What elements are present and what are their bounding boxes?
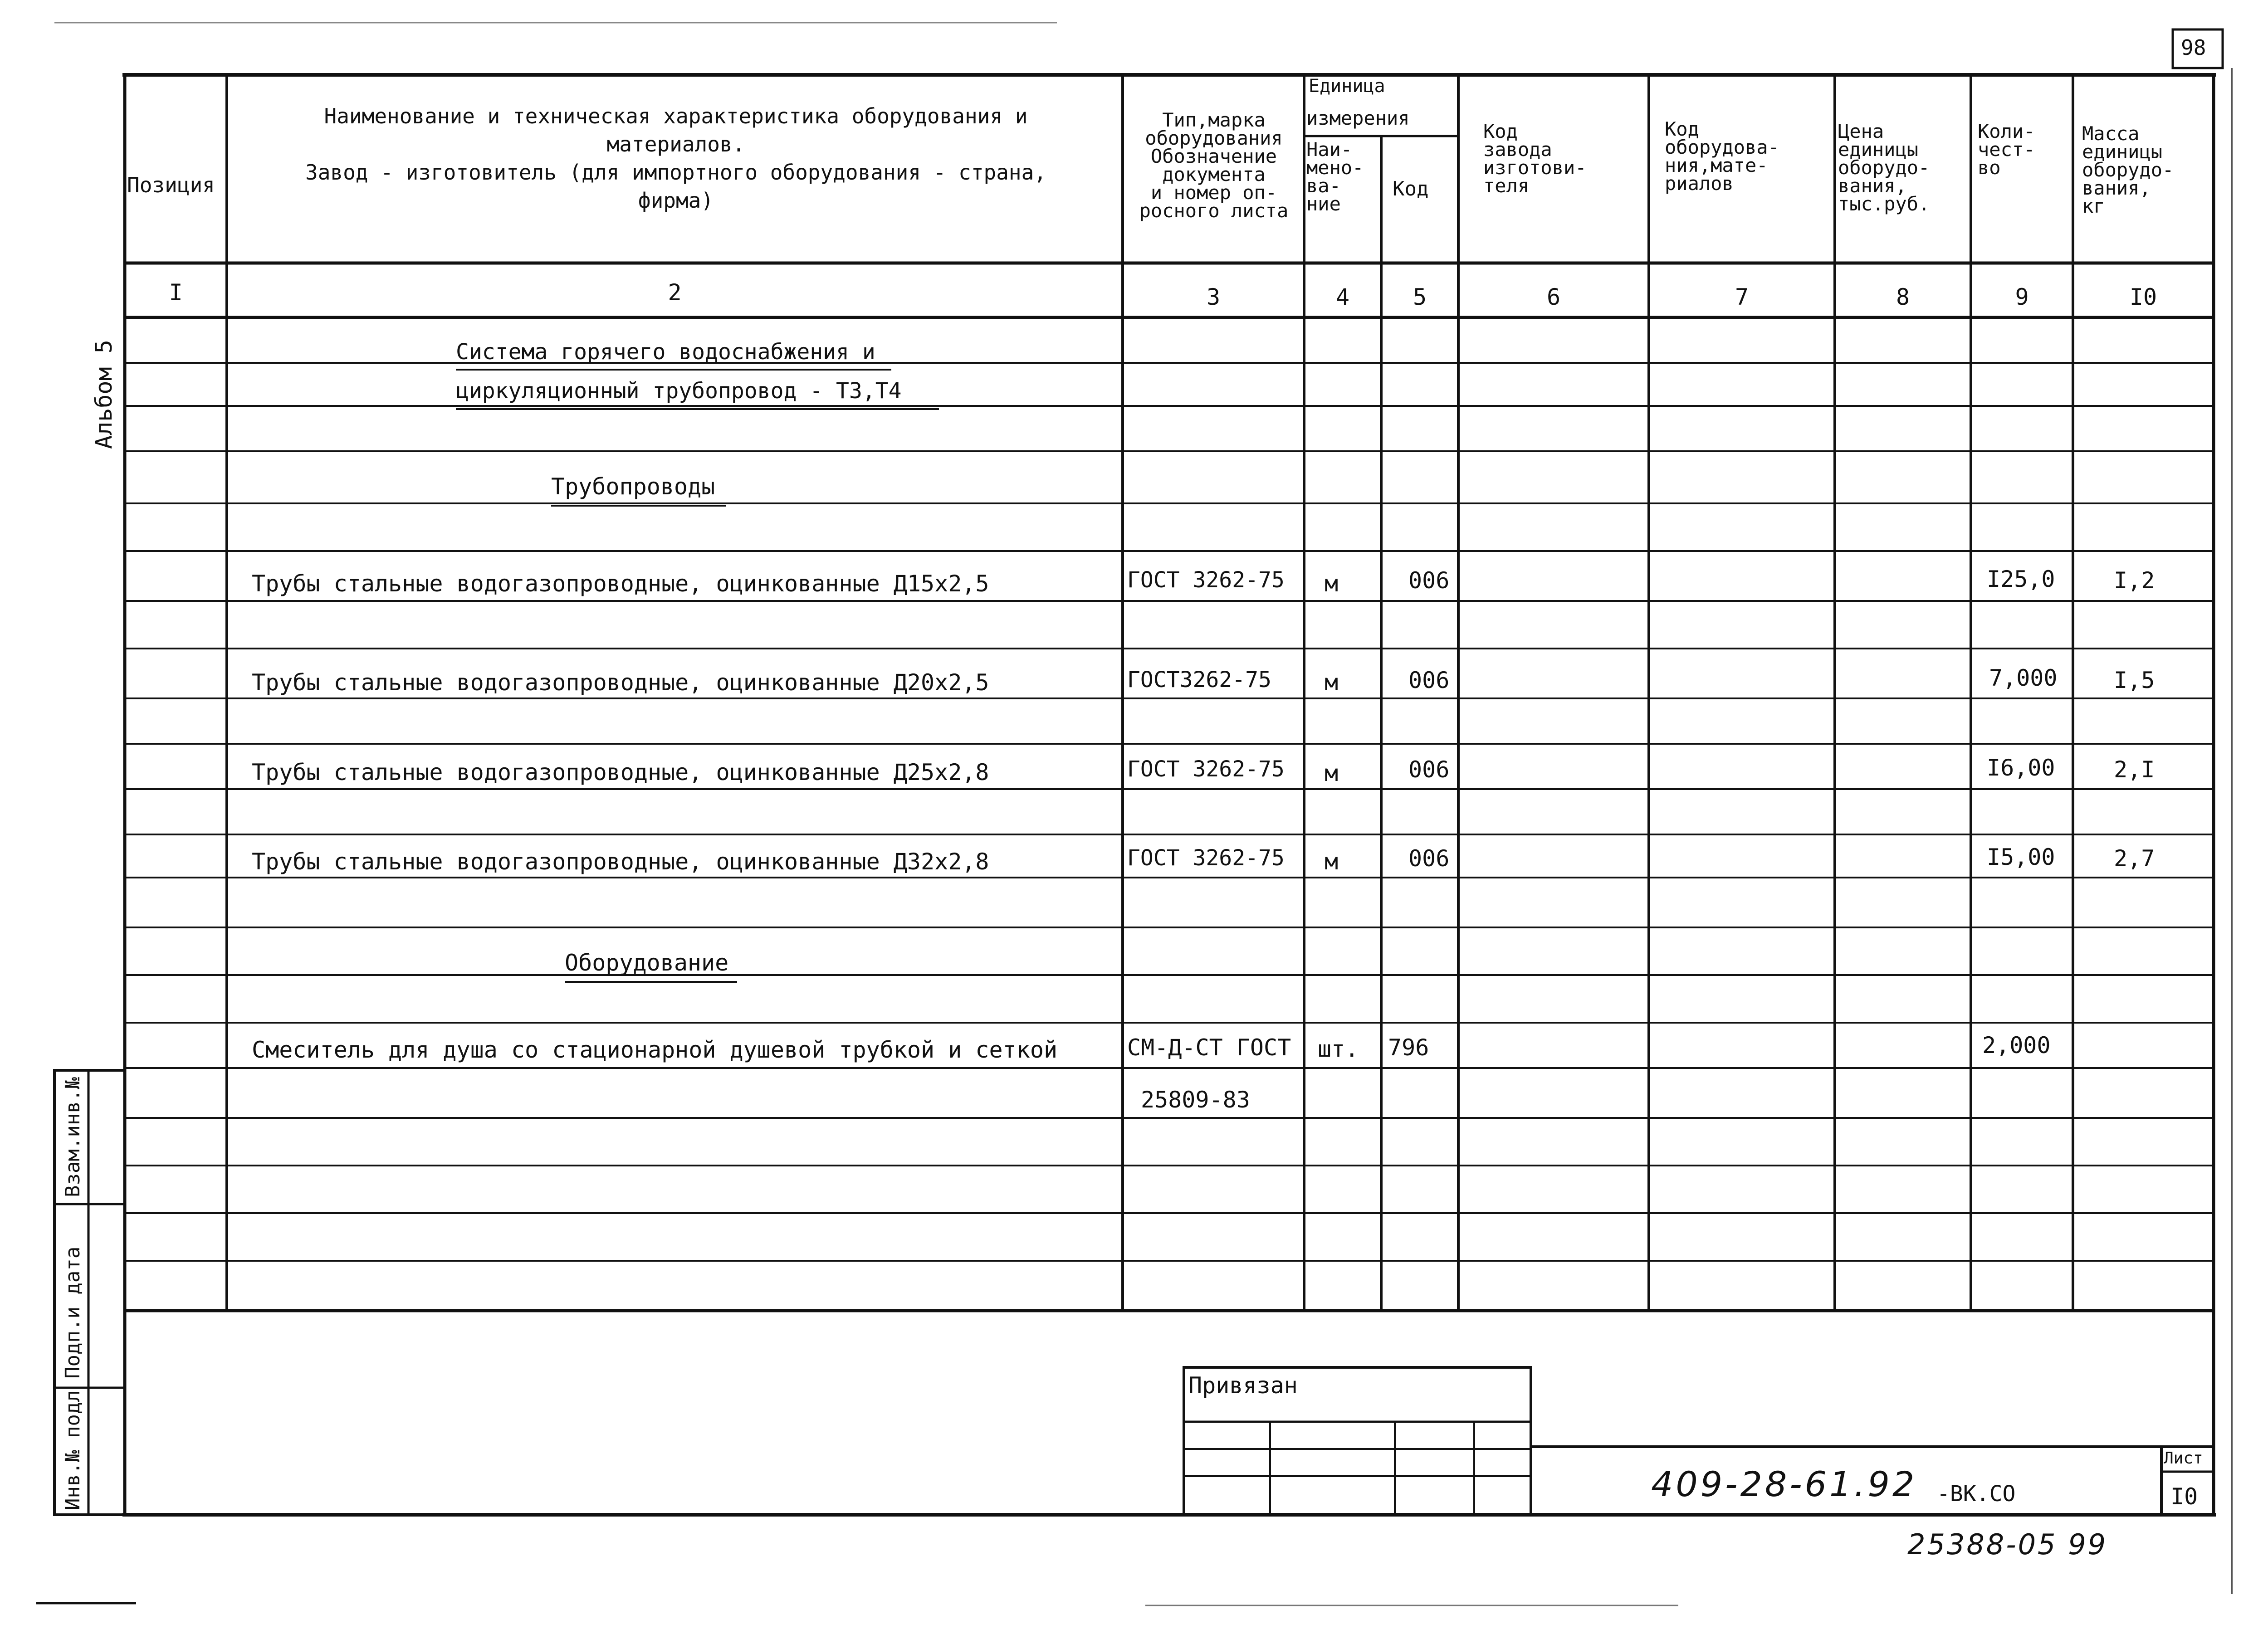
header-type-block — [1124, 111, 1304, 220]
header-position: Позиция — [127, 173, 215, 197]
column-number: 5 — [1413, 284, 1427, 310]
row-type: ГОСТ 3262-75 — [1127, 567, 1285, 593]
row-unit: м — [1325, 669, 1339, 696]
header-equipment-code-line: оборудова- — [1665, 136, 1779, 158]
header-price-line: единицы — [1838, 138, 1919, 161]
header-mass-line: вания, — [2082, 177, 2151, 199]
row-type: ГОСТ 3262-75 — [1127, 756, 1285, 782]
doc-number: 409-28-61.92 — [1651, 1464, 1917, 1504]
row-name: Трубы стальные водогазопроводные, оцинкованные Д25х2,8 — [252, 759, 989, 785]
header-name-line4: фирма) — [638, 188, 714, 213]
mixer-type-line1: СМ-Д-СТ ГОСТ — [1127, 1034, 1291, 1061]
mixer-unit: шт. — [1318, 1036, 1359, 1062]
side-stamp-vzam: Взам.инв.№ — [61, 1077, 84, 1197]
header-quantity-line: чест- — [1978, 138, 2035, 161]
header-quantity-block — [1978, 122, 2071, 177]
row-code: 006 — [1408, 845, 1450, 872]
header-price-line: вания, — [1838, 175, 1907, 197]
row-mass: 2,7 — [2114, 845, 2155, 872]
header-name-line2: материалов. — [606, 132, 745, 156]
header-type-line: оборудования — [1145, 127, 1283, 149]
header-equipment-code-line: ния,мате- — [1665, 154, 1768, 176]
column-number: 4 — [1335, 284, 1350, 310]
header-price-line: оборудо- — [1838, 156, 1930, 179]
header-unit-code: Код — [1393, 177, 1429, 200]
column-number: I — [169, 279, 183, 306]
row-name: Трубы стальные водогазопроводные, оцинкованные Д20х2,5 — [252, 669, 989, 696]
row-mass: I,2 — [2114, 567, 2155, 594]
header-name-line3: Завод - изготовитель (для импортного оборудования - страна, — [305, 160, 1046, 185]
doc-suffix: -ВК.СО — [1937, 1481, 2016, 1507]
header-price-block — [1838, 122, 1970, 213]
header-unit-group-line2: измерения — [1306, 107, 1410, 129]
header-type-line: Тип,марка — [1162, 109, 1266, 131]
side-stamp-podp: Подп.и дата — [61, 1246, 84, 1379]
row-name: Трубы стальные водогазопроводные, оцинкованные Д15х2,5 — [252, 571, 989, 597]
header-type-line: Обозначение — [1150, 145, 1277, 167]
header-price-line: Цена — [1838, 120, 1884, 142]
header-type-line: росного листа — [1139, 200, 1289, 222]
row-qty: I25,0 — [1987, 566, 2055, 592]
header-mass-line: кг — [2082, 195, 2105, 217]
header-unit-name-line: мено- — [1306, 156, 1364, 179]
header-price-line: тыс.руб. — [1838, 193, 1930, 215]
row-qty: I6,00 — [1987, 755, 2055, 781]
header-unit-group-line1: Единица — [1309, 76, 1385, 97]
header-type-line: и номер оп- — [1150, 181, 1277, 204]
column-number: 9 — [2015, 284, 2029, 310]
page-number: 98 — [2181, 35, 2206, 60]
header-equipment-code-line: риалов — [1665, 172, 1734, 195]
header-mass-line: Масса — [2082, 122, 2140, 145]
header-name-block — [231, 102, 1120, 215]
album-label: Альбом 5 — [91, 340, 117, 449]
row-code: 006 — [1408, 667, 1450, 693]
header-factory-code-line: изготови- — [1483, 156, 1587, 179]
stamp-privyazan: Привязан — [1188, 1372, 1298, 1399]
header-mass-line: единицы — [2082, 141, 2163, 163]
header-quantity-line: Коли- — [1978, 120, 2035, 142]
header-unit-name-block — [1306, 138, 1379, 215]
sheet-label: Лист — [2164, 1449, 2203, 1468]
subsection-pipes: Трубопроводы — [551, 473, 715, 500]
row-qty: 7,000 — [1989, 665, 2058, 691]
header-factory-code-line: завода — [1483, 138, 1552, 161]
row-type: ГОСТ3262-75 — [1127, 667, 1271, 693]
sheet-number: I0 — [2170, 1483, 2198, 1510]
mixer-code: 796 — [1388, 1034, 1429, 1061]
section-title-line1: Система горячего водоснабжения и — [456, 339, 875, 365]
subsection-equipment: Оборудование — [565, 950, 729, 976]
row-unit: м — [1325, 849, 1339, 875]
header-factory-code-line: теля — [1483, 175, 1530, 197]
row-unit: м — [1325, 760, 1339, 786]
header-quantity-line: во — [1978, 156, 2001, 179]
row-qty: I5,00 — [1987, 844, 2055, 870]
header-factory-code-block — [1483, 122, 1647, 195]
mixer-qty: 2,000 — [1982, 1032, 2051, 1058]
row-unit: м — [1325, 571, 1339, 597]
header-name-line1: Наименование и техническая характеристика оборудования и — [324, 104, 1028, 128]
row-code: 006 — [1408, 567, 1450, 594]
header-equipment-code-line: Код — [1665, 118, 1699, 140]
inventory-number: 25388-05 99 — [1907, 1528, 2108, 1561]
column-number: 3 — [1206, 284, 1221, 310]
header-equipment-code-block — [1665, 120, 1833, 193]
column-number: I0 — [2129, 284, 2157, 310]
row-mass: 2,I — [2114, 756, 2155, 783]
header-unit-name-line: Наи- — [1306, 138, 1353, 161]
row-name: Трубы стальные водогазопроводные, оцинкованные Д32х2,8 — [252, 849, 989, 875]
section-title-line2: циркуляционный трубопровод - Т3,Т4 — [456, 378, 902, 404]
header-unit-name-line: ние — [1306, 193, 1341, 215]
side-stamp-inv: Инв.№ подл — [61, 1390, 84, 1510]
column-number: 2 — [668, 279, 682, 306]
row-mass: I,5 — [2114, 667, 2155, 693]
column-number: 7 — [1735, 284, 1749, 310]
column-number: 6 — [1546, 284, 1561, 310]
mixer-type-line2: 25809-83 — [1141, 1087, 1250, 1113]
row-type: ГОСТ 3262-75 — [1127, 845, 1285, 871]
header-mass-line: оборудо- — [2082, 159, 2174, 181]
header-mass-block — [2082, 122, 2211, 217]
column-number: 8 — [1896, 284, 1910, 310]
header-factory-code-line: Код — [1483, 120, 1518, 142]
mixer-name: Смеситель для душа со стационарной душевой трубкой и сеткой — [252, 1037, 1058, 1063]
header-type-line: документа — [1162, 163, 1266, 185]
header-unit-name-line: ва- — [1306, 175, 1341, 197]
row-code: 006 — [1408, 756, 1450, 783]
